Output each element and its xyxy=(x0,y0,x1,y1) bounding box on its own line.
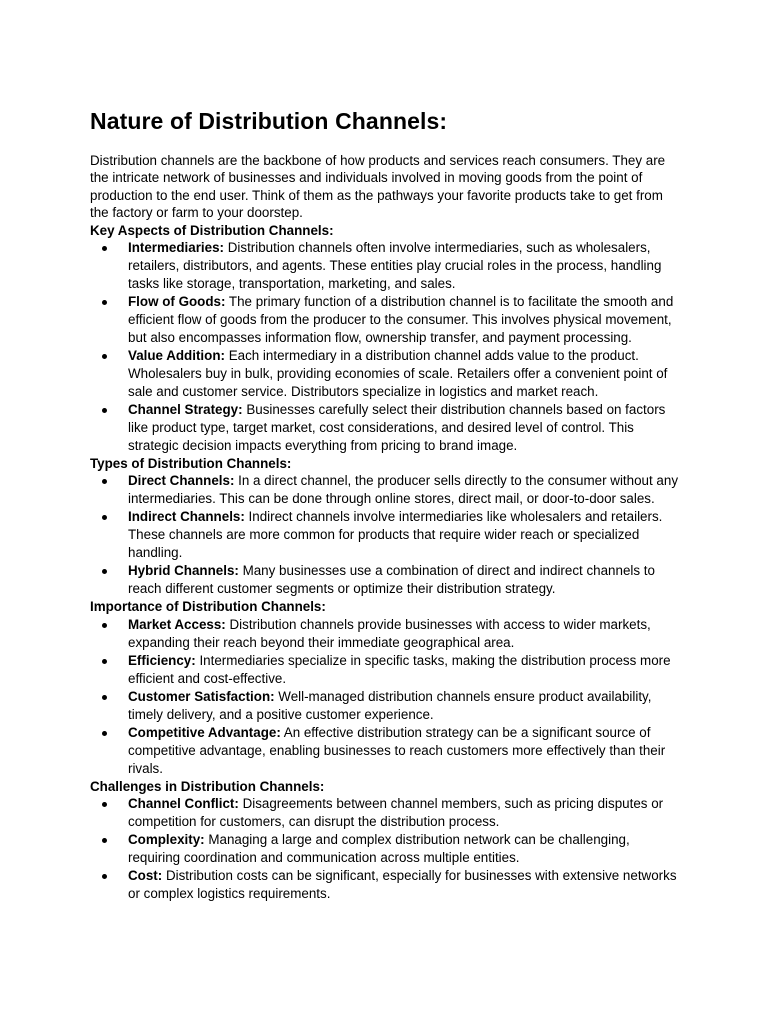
bullet-icon xyxy=(102,569,107,574)
item-text: The primary function of a distribution channel is to facilitate the smooth and efficient flow of goods from the producer to the consumer. This involves physical movement, but also encompasses information flow, ownership transfer, and payment processing. xyxy=(128,294,674,346)
item-text: Businesses carefully select their distribution channels based on factors like product type, target market, cost considerations, and desired level of control. This strategic decision impacts everything from pricing to brand image. xyxy=(128,402,666,454)
bullet-icon xyxy=(102,874,107,879)
document-page xyxy=(90,106,680,903)
item-term: Intermediaries: xyxy=(128,240,225,256)
bullet-list xyxy=(90,472,680,598)
item-text: Indirect channels involve intermediaries like wholesalers and retailers. These channels are more common for products that require wider reach or specialized handling. xyxy=(128,509,663,561)
item-term: Flow of Goods: xyxy=(128,294,226,310)
list-item xyxy=(90,508,680,562)
item-text: Each intermediary in a distribution channel adds value to the product. Wholesalers buy in bulk, providing economies of scale. Retailers offer a convenient point of sale and customer service. Distributors specialize in logistics and market reach. xyxy=(128,348,668,400)
intro-paragraph: Distribution channels are the backbone of how products and services reach consumers. They are the intricate network of businesses and individuals involved in moving goods from the point of production to the end user. Think of them as the pathways your favorite products take to get from the factory or farm to your doorstep. xyxy=(90,153,666,221)
bullet-icon xyxy=(102,623,107,628)
bullet-icon xyxy=(102,515,107,520)
item-text: Distribution costs can be significant, especially for businesses with extensive networks or complex logistics requirements. xyxy=(128,868,677,902)
item-text: Disagreements between channel members, such as pricing disputes or competition for customers, can disrupt the distribution process. xyxy=(128,796,664,830)
list-item xyxy=(90,472,680,508)
item-text: In a direct channel, the producer sells directly to the consumer without any intermediaries. This can be done through online stores, direct mail, or door-to-door sales. xyxy=(128,473,679,507)
list-item xyxy=(90,616,680,652)
list-item xyxy=(90,293,680,347)
bullet-icon xyxy=(102,695,107,700)
bullet-icon xyxy=(102,408,107,413)
bullet-icon xyxy=(102,731,107,736)
list-item xyxy=(90,867,680,903)
list-item xyxy=(90,688,680,724)
list-item xyxy=(90,795,680,831)
item-text: Intermediaries specialize in specific tasks, making the distribution process more efficient and cost-effective. xyxy=(128,652,671,686)
list-item xyxy=(90,562,680,598)
item-text: Many businesses use a combination of direct and indirect channels to reach different customer segments or optimize their distribution strategy. xyxy=(128,563,655,597)
bullet-list xyxy=(90,239,680,455)
list-item xyxy=(90,724,680,778)
bullet-icon xyxy=(102,659,107,664)
bullet-icon xyxy=(102,246,107,251)
list-item xyxy=(90,347,680,401)
list-item xyxy=(90,652,680,688)
item-term: Complexity: xyxy=(128,832,205,848)
list-item xyxy=(90,401,680,455)
list-item xyxy=(90,831,680,867)
item-term: Hybrid Channels: xyxy=(128,563,239,579)
list-item xyxy=(90,239,680,293)
section-types xyxy=(90,455,680,598)
bullet-icon xyxy=(102,479,107,484)
bullet-icon xyxy=(102,354,107,359)
section-heading: Challenges in Distribution Channels: xyxy=(90,778,325,794)
section-heading: Importance of Distribution Channels: xyxy=(90,599,326,615)
section-heading: Key Aspects of Distribution Channels: xyxy=(90,222,334,238)
item-term: Market Access: xyxy=(128,616,226,632)
item-text: Well-managed distribution channels ensure product availability, timely delivery, and a positive customer experience. xyxy=(128,688,652,722)
item-term: Efficiency: xyxy=(128,652,196,668)
item-text: Managing a large and complex distribution network can be challenging, requiring coordination and communication across multiple entities. xyxy=(128,832,630,866)
item-text: Distribution channels often involve intermediaries, such as wholesalers, retailers, distributors, and agents. These entities play crucial roles in the process, handling tasks like storage, transportation, marketing, and sales. xyxy=(128,240,662,292)
item-term: Channel Strategy: xyxy=(128,402,243,418)
item-term: Customer Satisfaction: xyxy=(128,688,275,704)
bullet-icon xyxy=(102,802,107,807)
item-term: Value Addition: xyxy=(128,348,225,364)
item-term: Direct Channels: xyxy=(128,473,235,489)
bullet-icon xyxy=(102,838,107,843)
section-key-aspects xyxy=(90,222,680,455)
section-heading: Types of Distribution Channels: xyxy=(90,456,292,472)
item-term: Competitive Advantage: xyxy=(128,724,281,740)
item-term: Cost: xyxy=(128,868,163,884)
item-text: An effective distribution strategy can be a significant source of competitive advantage, enabling businesses to reach customers more effectively than their rivals. xyxy=(128,724,666,776)
item-term: Channel Conflict: xyxy=(128,796,239,812)
bullet-icon xyxy=(102,300,107,305)
section-importance xyxy=(90,598,680,777)
item-term: Indirect Channels: xyxy=(128,509,245,525)
item-text: Distribution channels provide businesses with access to wider markets, expanding their reach beyond their immediate geographical area. xyxy=(128,616,651,650)
section-challenges xyxy=(90,778,680,903)
bullet-list xyxy=(90,795,680,903)
bullet-list xyxy=(90,616,680,778)
page-title: Nature of Distribution Channels: xyxy=(90,108,448,134)
